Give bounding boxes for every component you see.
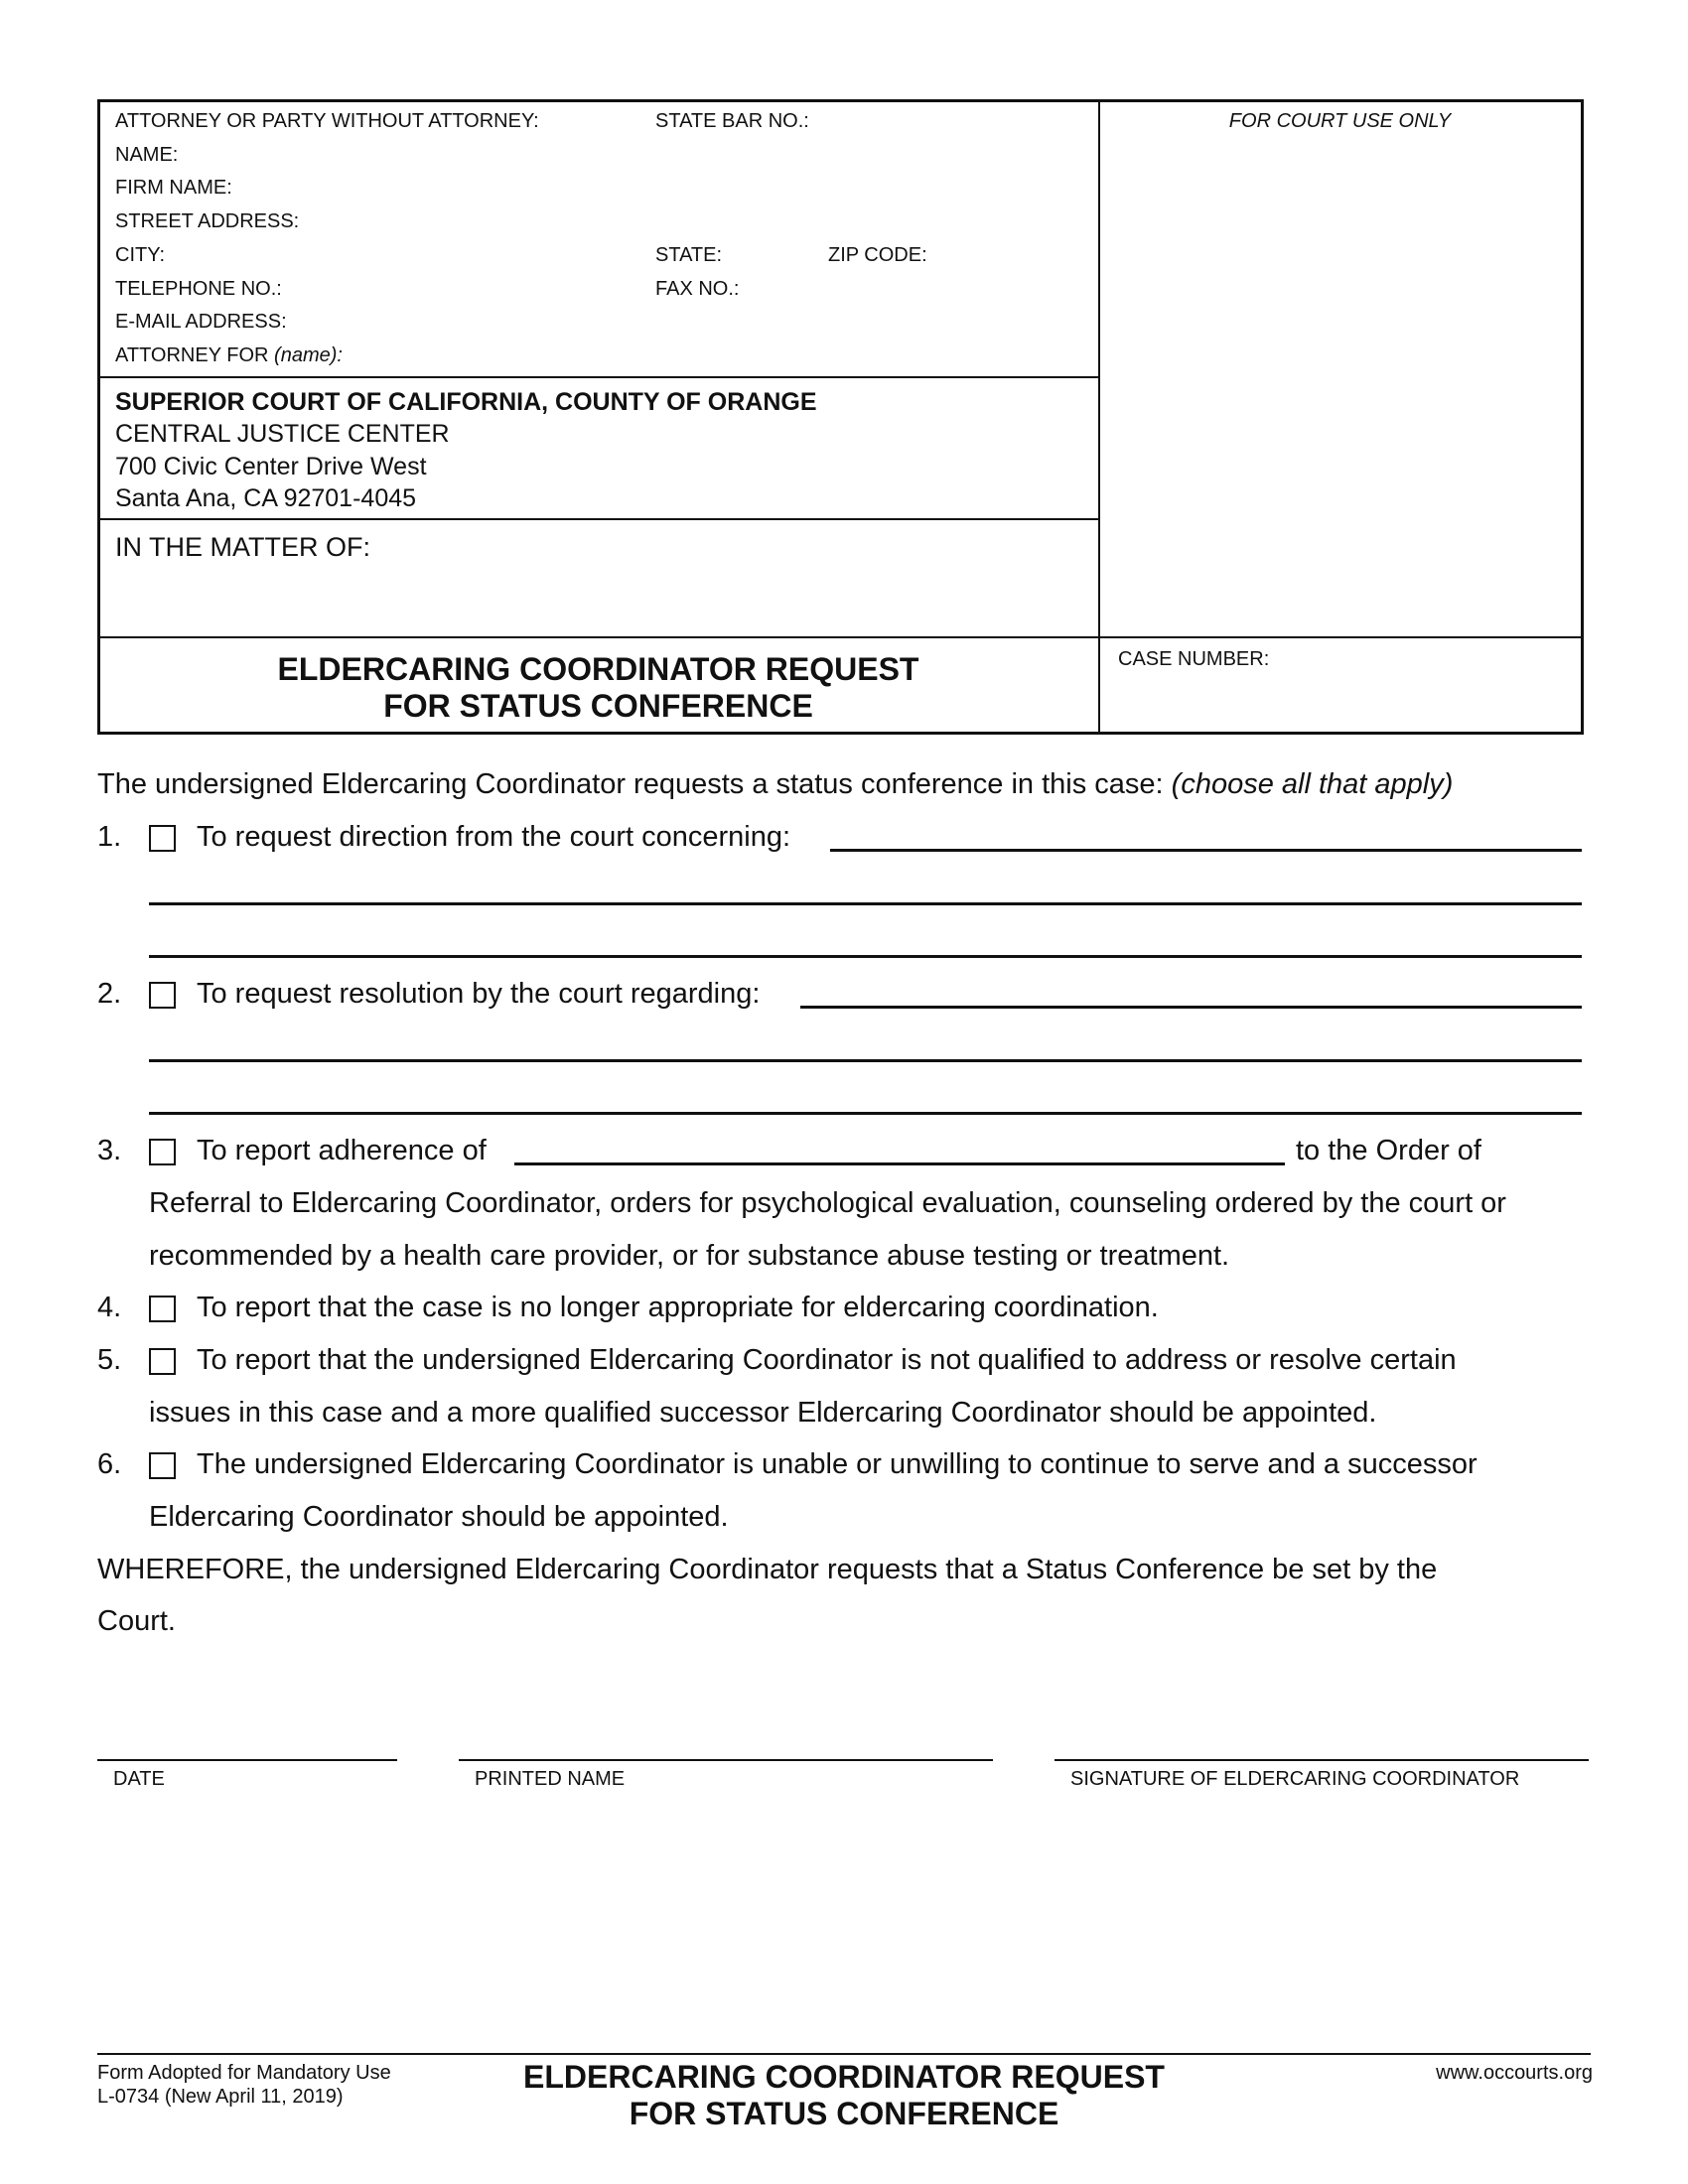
court-center: CENTRAL JUSTICE CENTER [115, 420, 450, 448]
item-5-text: To report that the undersigned Eldercaring Coordinator is not qualified to address or resolve certain [197, 1344, 1457, 1376]
court-use-divider [1098, 99, 1100, 735]
item-3-text-after: to the Order of [1296, 1135, 1481, 1166]
footer-rule [97, 2053, 1591, 2055]
item-5-checkbox[interactable] [149, 1348, 176, 1375]
item-2-text: To request resolution by the court regarding: [197, 978, 761, 1010]
firm-name-label: FIRM NAME: [115, 177, 232, 199]
item-1-field-line2[interactable] [149, 902, 1582, 905]
intro-text [97, 767, 1453, 801]
court-name: SUPERIOR COURT OF CALIFORNIA, COUNTY OF ORANGE [115, 388, 817, 416]
footer-adopted: Form Adopted for Mandatory Use [97, 2062, 391, 2084]
item-6-number: 6. [97, 1448, 122, 1480]
case-number-label: CASE NUMBER: [1118, 648, 1270, 670]
box-right-border [1581, 99, 1584, 735]
state-bar-label: STATE BAR NO.: [655, 110, 809, 132]
item-1-field-line3[interactable] [149, 955, 1582, 958]
court-street: 700 Civic Center Drive West [115, 453, 427, 480]
box-left-border [97, 99, 100, 735]
court-use-label: FOR COURT USE ONLY [1228, 110, 1452, 132]
signature-line[interactable] [1055, 1759, 1589, 1761]
item-2-field-line1[interactable] [800, 1006, 1582, 1009]
email-label: E-MAIL ADDRESS: [115, 311, 287, 333]
name-label: NAME: [115, 144, 179, 166]
attorney-divider [97, 376, 1099, 378]
wherefore-line1: WHEREFORE, the undersigned Eldercaring Coordinator requests that a Status Conference be set by the [97, 1554, 1438, 1585]
court-city: Santa Ana, CA 92701-4045 [115, 484, 417, 512]
box-bottom-border [97, 732, 1582, 735]
footer-website[interactable]: www.occourts.org [1436, 2062, 1593, 2084]
wherefore-line2: Court. [97, 1605, 176, 1637]
intro-hint: (choose all that apply) [1171, 768, 1454, 800]
date-label: DATE [113, 1768, 165, 1790]
item-3-field-line[interactable] [514, 1162, 1285, 1165]
item-5-number: 5. [97, 1344, 122, 1376]
item-4-checkbox[interactable] [149, 1296, 176, 1322]
date-line[interactable] [97, 1759, 397, 1761]
matter-label: IN THE MATTER OF: [115, 532, 371, 562]
item-1-number: 1. [97, 821, 122, 853]
zip-code-label: ZIP CODE: [828, 244, 927, 266]
street-address-label: STREET ADDRESS: [115, 210, 300, 232]
item-2-number: 2. [97, 978, 122, 1010]
item-3-checkbox[interactable] [149, 1139, 176, 1165]
printed-name-label: PRINTED NAME [475, 1768, 626, 1790]
intro-main: The undersigned Eldercaring Coordinator requests a status conference in this case: [97, 768, 1164, 800]
city-label: CITY: [115, 244, 166, 266]
item-3-text-line3: recommended by a health care provider, or for substance abuse testing or treatment. [149, 1240, 1230, 1272]
attorney-for-hint: (name): [274, 344, 343, 366]
printed-name-line[interactable] [459, 1759, 993, 1761]
item-6-text: The undersigned Eldercaring Coordinator is unable or unwilling to continue to serve and a successor [197, 1448, 1477, 1480]
title-divider [97, 636, 1582, 638]
item-2-field-line2[interactable] [149, 1059, 1582, 1062]
item-1-checkbox[interactable] [149, 825, 176, 852]
form-title-line2: FOR STATUS CONFERENCE [383, 688, 813, 724]
fax-label: FAX NO.: [655, 278, 740, 300]
item-3-text-line2: Referral to Eldercaring Coordinator, orders for psychological evaluation, counseling ordered by the court or [149, 1187, 1506, 1219]
footer-form-id: L-0734 (New April 11, 2019) [97, 2086, 344, 2108]
state-label: STATE: [655, 244, 723, 266]
footer-title-line1: ELDERCARING COORDINATOR REQUEST [523, 2059, 1165, 2095]
attorney-party-label: ATTORNEY OR PARTY WITHOUT ATTORNEY: [115, 110, 539, 132]
footer-title-line2: FOR STATUS CONFERENCE [629, 2096, 1059, 2131]
item-3-text: To report adherence of [197, 1135, 487, 1166]
telephone-label: TELEPHONE NO.: [115, 278, 282, 300]
item-4-number: 4. [97, 1292, 122, 1323]
court-divider [97, 518, 1099, 520]
item-6-checkbox[interactable] [149, 1452, 176, 1479]
item-4-text: To report that the case is no longer appropriate for eldercaring coordination. [197, 1292, 1159, 1323]
attorney-for-row [115, 343, 343, 367]
item-2-checkbox[interactable] [149, 982, 176, 1009]
item-3-number: 3. [97, 1135, 122, 1166]
item-1-field-line1[interactable] [830, 849, 1582, 852]
item-5-text-line2: issues in this case and a more qualified successor Eldercaring Coordinator should be appointed. [149, 1397, 1377, 1429]
item-2-field-line3[interactable] [149, 1112, 1582, 1115]
item-1-text: To request direction from the court concerning: [197, 821, 791, 853]
box-top-border [97, 99, 1582, 102]
attorney-for-label: ATTORNEY FOR [115, 344, 269, 366]
signature-label: SIGNATURE OF ELDERCARING COORDINATOR [1070, 1768, 1520, 1790]
form-title-line1: ELDERCARING COORDINATOR REQUEST [277, 651, 919, 687]
item-6-text-line2: Eldercaring Coordinator should be appointed. [149, 1501, 729, 1533]
